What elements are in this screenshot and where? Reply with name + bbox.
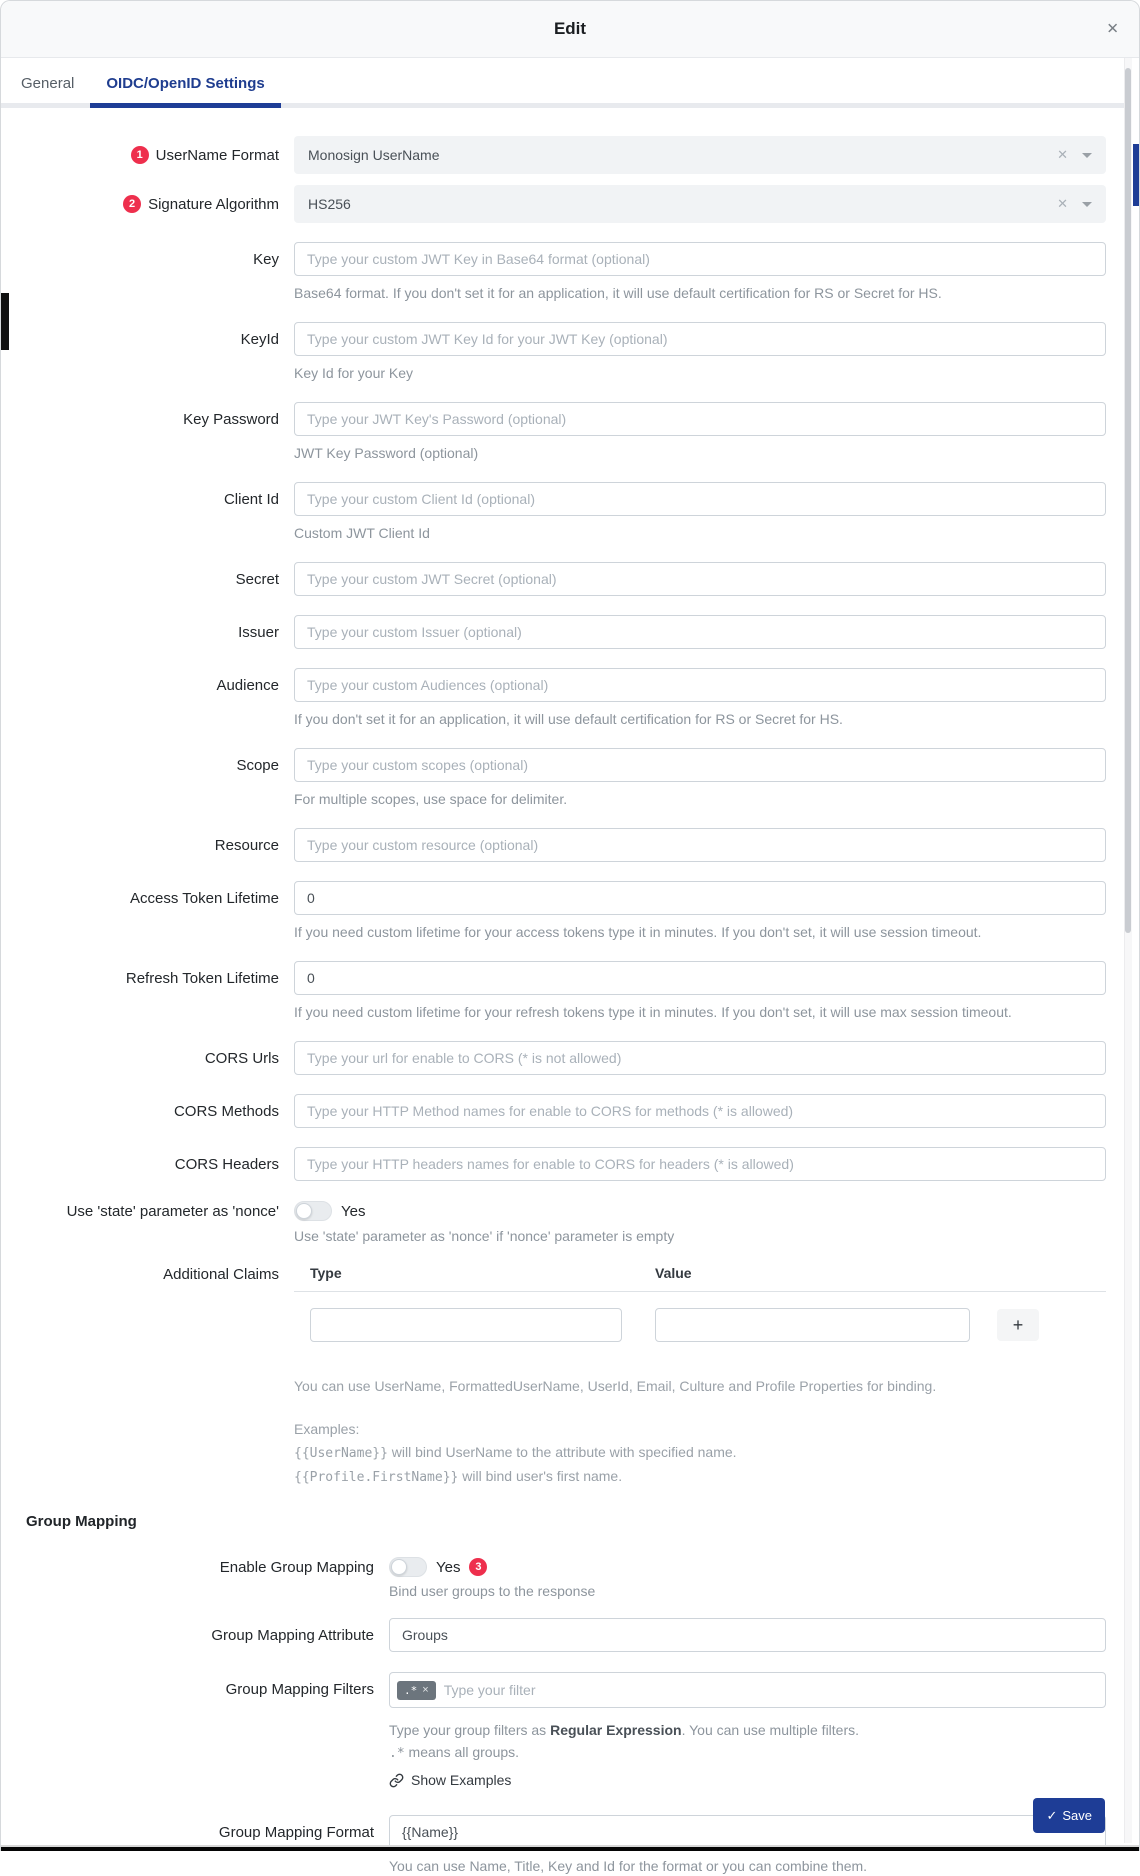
access-token-lifetime-input[interactable] (294, 881, 1106, 915)
enable-group-mapping-toggle[interactable] (389, 1557, 427, 1577)
add-claim-button[interactable]: + (997, 1309, 1039, 1341)
toggle-knob (296, 1203, 312, 1219)
chevron-down-icon (1082, 153, 1092, 158)
filter-chip-text: .* (404, 1683, 418, 1697)
filters-help-line2: .* means all groups. (389, 1744, 520, 1761)
claims-examples (294, 1418, 1106, 1489)
username-format-value: Monosign UserName (308, 147, 440, 163)
cors-methods-label: CORS Methods (173, 1102, 279, 1120)
claims-value-header: Value (655, 1265, 692, 1281)
link-icon (389, 1773, 404, 1788)
background-right-fragment (1133, 144, 1139, 206)
issuer-input[interactable] (294, 615, 1106, 649)
issuer-label: Issuer (238, 623, 279, 641)
keyid-help: Key Id for your Key (294, 365, 414, 381)
clear-icon[interactable]: ✕ (1057, 196, 1068, 211)
group-mapping-attribute-input[interactable] (389, 1618, 1106, 1652)
group-mapping-filters-input[interactable] (389, 1672, 1106, 1708)
key-help: Base64 format. If you don't set it for an application, it will use default certification for RS or Secret for HS. (294, 285, 942, 301)
additional-claims-label: Additional Claims (163, 1266, 279, 1283)
audience-label: Audience (216, 676, 279, 694)
enable-group-mapping-help: Bind user groups to the response (389, 1583, 596, 1599)
group-mapping-filters-label: Group Mapping Filters (225, 1680, 374, 1698)
key-label: Key (253, 250, 279, 268)
remove-filter-icon[interactable]: × (422, 1684, 429, 1696)
signature-algorithm-label: 2 Signature Algorithm (1, 185, 279, 223)
scrollbar-thumb[interactable] (1125, 68, 1131, 933)
step-badge-1: 1 (131, 146, 149, 164)
key-password-input[interactable] (294, 402, 1106, 436)
claims-divider (294, 1291, 1106, 1292)
modal-header (1, 1, 1139, 58)
filter-chip (397, 1681, 436, 1700)
enable-group-mapping-toggle-label: Yes (436, 1558, 461, 1576)
username-format-select[interactable] (294, 136, 1106, 174)
claims-binding-help: You can use UserName, FormattedUserName, UserId, Email, Culture and Profile Properties for binding. (294, 1378, 937, 1394)
audience-help: If you don't set it for an application, it will use default certification for RS or Secret for HS. (294, 711, 843, 727)
state-nonce-toggle-label: Yes (341, 1202, 366, 1220)
step-badge-3: 3 (469, 1558, 487, 1576)
cors-methods-input[interactable] (294, 1094, 1106, 1128)
claim-type-input[interactable] (310, 1308, 622, 1342)
state-nonce-label: Use 'state' parameter as 'nonce' (66, 1202, 279, 1220)
examples-title: Examples: (294, 1421, 360, 1437)
example-line-2: {{Profile.FirstName}} will bind user's first name. (294, 1468, 623, 1485)
client-id-input[interactable] (294, 482, 1106, 516)
state-nonce-toggle[interactable] (294, 1201, 332, 1221)
key-password-label: Key Password (183, 410, 279, 428)
example-line-1: {{UserName}} will bind UserName to the attribute with specified name. (294, 1444, 737, 1461)
chevron-down-icon (1082, 202, 1092, 207)
toggle-knob (391, 1559, 407, 1575)
cors-urls-label: CORS Urls (204, 1049, 279, 1067)
group-mapping-format-help: You can use Name, Title, Key and Id for the format or you can combine them. (389, 1858, 868, 1874)
secret-input[interactable] (294, 562, 1106, 596)
state-nonce-help: Use 'state' parameter as 'nonce' if 'nonce' parameter is empty (294, 1228, 675, 1244)
client-id-label: Client Id (223, 490, 279, 508)
claims-row (310, 1308, 1106, 1342)
signature-algorithm-select[interactable] (294, 185, 1106, 223)
check-icon: ✓ (1046, 1807, 1058, 1823)
tab-bar (1, 58, 1139, 108)
refresh-token-lifetime-input[interactable] (294, 961, 1106, 995)
filters-help-line1: Type your group filters as Regular Expression. You can use multiple filters. (389, 1722, 860, 1738)
step-badge-2: 2 (123, 195, 141, 213)
group-mapping-heading: Group Mapping (26, 1513, 137, 1530)
key-password-help: JWT Key Password (optional) (294, 445, 479, 461)
keyid-label: KeyId (240, 330, 279, 348)
refresh-token-lifetime-label: Refresh Token Lifetime (125, 969, 279, 987)
group-mapping-format-input[interactable] (389, 1815, 1106, 1849)
bottom-bar (1, 1845, 1139, 1851)
claim-value-input[interactable] (655, 1308, 970, 1342)
save-button[interactable]: ✓ Save (1033, 1798, 1105, 1833)
audience-input[interactable] (294, 668, 1106, 702)
cors-urls-input[interactable] (294, 1041, 1106, 1075)
background-left-strip (1, 293, 9, 350)
claims-type-header: Type (310, 1265, 342, 1281)
tab-oidc-openid-settings[interactable]: OIDC/OpenID Settings (90, 58, 280, 108)
access-token-lifetime-help: If you need custom lifetime for your access tokens type it in minutes. If you don't set, it will use session timeout. (294, 924, 982, 940)
modal-title: Edit (553, 19, 587, 38)
keyid-input[interactable] (294, 322, 1106, 356)
resource-label: Resource (214, 836, 279, 854)
enable-group-mapping-label: Enable Group Mapping (219, 1558, 374, 1576)
signature-algorithm-value: HS256 (308, 196, 351, 212)
resource-input[interactable] (294, 828, 1106, 862)
secret-label: Secret (235, 570, 279, 588)
close-icon[interactable]: ✕ (1106, 20, 1119, 38)
scrollbar-track[interactable] (1124, 58, 1132, 1843)
cors-headers-label: CORS Headers (174, 1155, 279, 1173)
key-input[interactable] (294, 242, 1106, 276)
group-mapping-format-label: Group Mapping Format (218, 1823, 374, 1841)
client-id-help: Custom JWT Client Id (294, 525, 430, 541)
tab-general[interactable]: General (21, 74, 75, 92)
access-token-lifetime-label: Access Token Lifetime (130, 889, 279, 907)
oidc-settings-form (1, 108, 1139, 1876)
username-format-label: 1 UserName Format (1, 136, 279, 174)
claims-header-row (310, 1265, 1106, 1281)
scope-label: Scope (236, 756, 279, 774)
filter-text-input[interactable] (444, 1682, 1099, 1698)
clear-icon[interactable]: ✕ (1057, 147, 1068, 162)
cors-headers-input[interactable] (294, 1147, 1106, 1181)
group-mapping-attribute-label: Group Mapping Attribute (211, 1626, 374, 1644)
scope-help: For multiple scopes, use space for delimiter. (294, 791, 568, 807)
scope-input[interactable] (294, 748, 1106, 782)
show-examples-link[interactable]: Show Examples (389, 1772, 1106, 1788)
refresh-token-lifetime-help: If you need custom lifetime for your refresh tokens type it in minutes. If you don't set, it will use max session timeout. (294, 1004, 1012, 1020)
